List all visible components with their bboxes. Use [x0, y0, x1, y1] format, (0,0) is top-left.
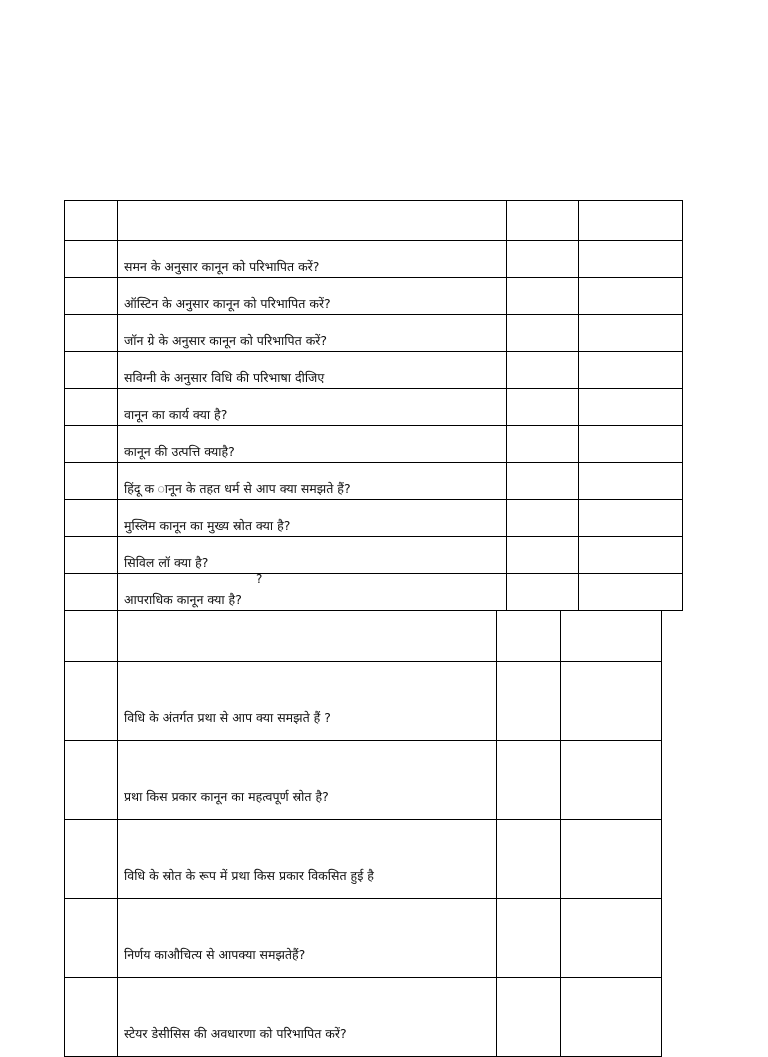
number-cell: [65, 315, 118, 352]
question-cell: सविग्नी के अनुसार विधि की परिभाषा दीजिए: [118, 352, 507, 389]
marks-cell: [507, 241, 579, 278]
marks-cell: [497, 899, 561, 978]
number-cell: [65, 574, 118, 611]
table-row: [65, 741, 662, 820]
remarks-cell: [579, 241, 683, 278]
header-cell: [65, 201, 118, 241]
marks-cell: [507, 315, 579, 352]
question-cell: कानून की उत्पत्ति क्याहै?: [118, 426, 507, 463]
header-cell: [507, 201, 579, 241]
marks-cell: [497, 741, 561, 820]
table-row: [65, 899, 662, 978]
number-cell: [65, 278, 118, 315]
table-row: [65, 500, 683, 537]
marks-cell: [507, 426, 579, 463]
remarks-cell: [561, 899, 662, 978]
stray-question-mark: ?: [256, 572, 263, 586]
number-cell: [65, 741, 118, 820]
header-cell: [65, 611, 118, 662]
question-cell: समन के अनुसार कानून को परिभापित करें?: [118, 241, 507, 278]
remarks-cell: [579, 389, 683, 426]
remarks-cell: [561, 820, 662, 899]
remarks-cell: [561, 662, 662, 741]
number-cell: [65, 241, 118, 278]
question-cell: हिंदू क ानून के तहत धर्म से आप क्या समझते हैं?: [118, 463, 507, 500]
number-cell: [65, 662, 118, 741]
table-row: [65, 241, 683, 278]
question-cell: विधि के स्रोत के रूप में प्रथा किस प्रकार विकसित हुई है: [118, 820, 497, 899]
table-header-row: [65, 611, 662, 662]
table-row: [65, 315, 683, 352]
table-row: [65, 389, 683, 426]
question-cell: वानून का कार्य क्या है?: [118, 389, 507, 426]
questions-table-1: [64, 200, 683, 611]
marks-cell: [507, 574, 579, 611]
remarks-cell: [579, 537, 683, 574]
header-cell: [497, 611, 561, 662]
table-row: [65, 278, 683, 315]
table-row: [65, 426, 683, 463]
remarks-cell: [579, 352, 683, 389]
table-row: [65, 463, 683, 500]
question-cell: स्टेयर डेसीसिस की अवधारणा को परिभापित करें?: [118, 978, 497, 1057]
question-text: आपराधिक कानून क्या है?: [124, 592, 242, 608]
question-cell: प्रथा किस प्रकार कानून का महत्वपूर्ण स्रोत है?: [118, 741, 497, 820]
remarks-cell: [579, 315, 683, 352]
table-row: [65, 352, 683, 389]
remarks-cell: [579, 574, 683, 611]
number-cell: [65, 389, 118, 426]
marks-cell: [507, 537, 579, 574]
marks-cell: [497, 662, 561, 741]
remarks-cell: [579, 426, 683, 463]
header-cell: [118, 611, 497, 662]
header-cell: [579, 201, 683, 241]
number-cell: [65, 978, 118, 1057]
question-cell: निर्णय काऔचित्य से आपक्या समझतेहैं?: [118, 899, 497, 978]
table-row: [65, 574, 683, 611]
marks-cell: [507, 389, 579, 426]
marks-cell: [507, 463, 579, 500]
number-cell: [65, 500, 118, 537]
number-cell: [65, 537, 118, 574]
number-cell: [65, 352, 118, 389]
remarks-cell: [579, 463, 683, 500]
remarks-cell: [561, 978, 662, 1057]
table-row: [65, 820, 662, 899]
number-cell: [65, 426, 118, 463]
remarks-cell: [579, 500, 683, 537]
marks-cell: [507, 352, 579, 389]
marks-cell: [507, 500, 579, 537]
question-cell: [118, 574, 507, 611]
header-cell: [118, 201, 507, 241]
question-cell: ऑस्टिन के अनुसार कानून को परिभापित करें?: [118, 278, 507, 315]
header-cell: [561, 611, 662, 662]
remarks-cell: [579, 278, 683, 315]
table-row: [65, 662, 662, 741]
question-cell: मुस्लिम कानून का मुख्य स्रोत क्या है?: [118, 500, 507, 537]
table-row: [65, 537, 683, 574]
table-header-row: [65, 201, 683, 241]
marks-cell: [497, 820, 561, 899]
question-cell: सिविल लॉ क्या है?: [118, 537, 507, 574]
remarks-cell: [561, 741, 662, 820]
question-cell: जॉन ग्रे के अनुसार कानून को परिभापित करें?: [118, 315, 507, 352]
questions-table-2: [64, 610, 662, 1057]
table-row: [65, 978, 662, 1057]
number-cell: [65, 463, 118, 500]
marks-cell: [507, 278, 579, 315]
question-cell: विधि के अंतर्गत प्रथा से आप क्या समझते हैं ?: [118, 662, 497, 741]
marks-cell: [497, 978, 561, 1057]
number-cell: [65, 899, 118, 978]
number-cell: [65, 820, 118, 899]
